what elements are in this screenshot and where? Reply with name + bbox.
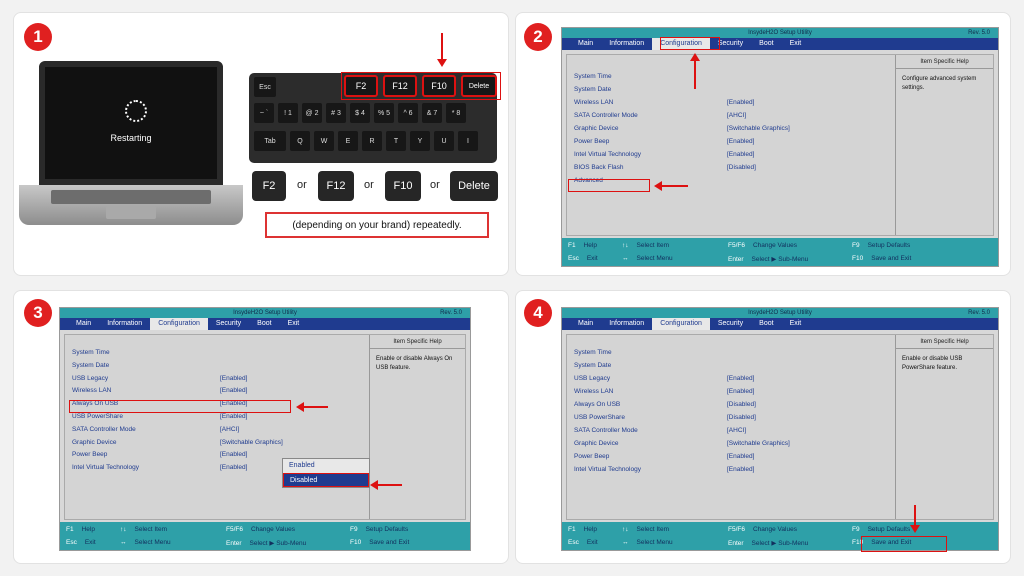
help-text: Configure advanced system settings. bbox=[902, 76, 977, 91]
menu-security[interactable]: Security bbox=[717, 40, 744, 47]
setting-label: USB PowerShare bbox=[574, 414, 625, 421]
setting-value: [Enabled] bbox=[727, 453, 755, 460]
setting-row[interactable] bbox=[72, 412, 372, 422]
or-text: or bbox=[430, 179, 440, 191]
footer-action: Exit bbox=[586, 255, 598, 262]
menu-security[interactable]: Security bbox=[717, 320, 744, 327]
bios-title: InsydeH2O Setup Utility Rev. 5.0 bbox=[562, 308, 998, 318]
setting-label: BIOS Back Flash bbox=[574, 164, 624, 171]
key: ^ 6 bbox=[398, 103, 418, 123]
footer-key: F10 bbox=[350, 539, 362, 546]
footer-key: ↔ bbox=[622, 539, 629, 546]
setting-row[interactable] bbox=[72, 374, 372, 384]
always-on-usb-highlight bbox=[69, 400, 291, 413]
setting-value: [Switchable Graphics] bbox=[727, 125, 790, 132]
setting-value: [Enabled] bbox=[220, 400, 248, 408]
footer-action: Select ▶ Sub-Menu bbox=[751, 256, 809, 263]
footer-key: F9 bbox=[852, 526, 860, 533]
help-panel bbox=[369, 335, 465, 519]
setting-row[interactable] bbox=[574, 124, 874, 134]
key: * 8 bbox=[446, 103, 466, 123]
arrow-head bbox=[437, 59, 447, 67]
setting-label: USB Legacy bbox=[72, 374, 109, 382]
setting-value: [Enabled] bbox=[220, 464, 248, 472]
setting-row[interactable] bbox=[574, 111, 874, 121]
setting-value: [Enabled] bbox=[727, 388, 755, 395]
step-badge-2: 2 bbox=[524, 23, 552, 51]
footer-action: Select Item bbox=[636, 526, 670, 533]
footer-key: F9 bbox=[852, 242, 860, 249]
key: I bbox=[458, 131, 478, 151]
setting-value: [AHCI] bbox=[727, 427, 747, 434]
setting-label: System Time bbox=[574, 349, 612, 356]
menu-main[interactable]: Main bbox=[76, 320, 92, 327]
footer-key: F1 bbox=[66, 526, 74, 533]
setting-label: SATA Controller Mode bbox=[72, 425, 136, 433]
footer-key: Enter bbox=[728, 256, 744, 263]
setting-label: Graphic Device bbox=[574, 440, 619, 447]
or-text: or bbox=[364, 179, 374, 191]
step-badge-4: 4 bbox=[524, 299, 552, 327]
setting-value: [Enabled] bbox=[220, 387, 248, 395]
footer-hint bbox=[852, 255, 911, 262]
setting-value: [Enabled] bbox=[727, 138, 755, 145]
footer-hint bbox=[226, 539, 306, 547]
menu-security[interactable]: Security bbox=[215, 320, 242, 327]
help-text: Enable or disable USB PowerShare feature. bbox=[902, 356, 963, 371]
setting-label: System Date bbox=[574, 362, 612, 369]
setting-label: Always On USB bbox=[72, 400, 119, 408]
setting-row[interactable] bbox=[72, 348, 372, 358]
laptop-screen bbox=[39, 61, 223, 185]
key: $ 4 bbox=[350, 103, 370, 123]
footer-action: Exit bbox=[586, 539, 598, 546]
footer-action: Save and Exit bbox=[369, 539, 410, 546]
footer-hint bbox=[120, 526, 167, 533]
step-badge-3: 3 bbox=[24, 299, 52, 327]
footer-hint bbox=[728, 242, 797, 249]
help-text: Enable or disable Always On USB feature. bbox=[376, 356, 453, 371]
footer-hint bbox=[728, 526, 797, 533]
footer-key: Enter bbox=[728, 540, 744, 547]
key-esc: Esc bbox=[254, 77, 276, 97]
key: ! 1 bbox=[278, 103, 298, 123]
key: Q bbox=[290, 131, 310, 151]
footer-action: Select Item bbox=[134, 526, 168, 533]
setting-value: [Enabled] bbox=[220, 451, 248, 459]
dropdown-option-disabled[interactable]: Disabled bbox=[283, 473, 369, 487]
keyboard-number-row bbox=[254, 103, 466, 123]
setting-label: USB Legacy bbox=[574, 375, 611, 382]
setting-row[interactable] bbox=[72, 438, 372, 448]
bios-revision: Rev. 5.0 bbox=[440, 310, 462, 316]
setting-label: Advanced bbox=[574, 177, 603, 184]
footer-action: Select Menu bbox=[134, 539, 171, 546]
arrow-head bbox=[910, 525, 920, 533]
footer-hint bbox=[66, 539, 96, 546]
menu-boot[interactable]: Boot bbox=[759, 320, 774, 327]
setting-value: [Enabled] bbox=[220, 374, 248, 382]
keyboard-qwerty-row bbox=[254, 131, 478, 151]
setting-value: [Enabled] bbox=[727, 466, 755, 473]
key: Y bbox=[410, 131, 430, 151]
footer-action: Select Item bbox=[636, 242, 670, 249]
footer-hint bbox=[568, 242, 597, 249]
configuration-highlight bbox=[660, 37, 720, 50]
setting-label: Intel Virtual Technology bbox=[574, 466, 641, 473]
setting-label: Wireless LAN bbox=[72, 387, 112, 395]
key-f2: F2 bbox=[344, 75, 378, 97]
footer-action: Change Values bbox=[752, 242, 797, 249]
setting-value: [Enabled] bbox=[727, 99, 755, 106]
bios-menu-bar bbox=[60, 318, 470, 330]
footer-action: Exit bbox=[84, 539, 96, 546]
footer-action: Help bbox=[583, 242, 597, 249]
setting-value: [AHCI] bbox=[727, 112, 747, 119]
arrow-left-icon bbox=[662, 185, 688, 187]
key: Tab bbox=[254, 131, 286, 151]
menu-information[interactable]: Information bbox=[609, 40, 645, 47]
footer-hint bbox=[350, 539, 409, 546]
bios-screen bbox=[561, 27, 999, 267]
footer-action: Help bbox=[583, 526, 597, 533]
footer-key: ↑↓ bbox=[622, 526, 629, 533]
footer-hint bbox=[226, 526, 295, 533]
setting-row[interactable] bbox=[574, 72, 874, 82]
footer-action: Help bbox=[81, 526, 95, 533]
footer-hint bbox=[728, 539, 808, 547]
footer-key: Esc bbox=[66, 539, 77, 546]
bios-footer bbox=[60, 522, 470, 550]
setting-value: [Enabled] bbox=[727, 375, 755, 382]
big-key-f12: F12 bbox=[318, 171, 354, 201]
footer-key: ↔ bbox=[622, 255, 629, 262]
restarting-text: Restarting bbox=[110, 133, 152, 143]
setting-label: Wireless LAN bbox=[574, 99, 614, 106]
footer-hint bbox=[622, 539, 673, 546]
footer-key: F5/F6 bbox=[226, 526, 243, 533]
footer-key: F1 bbox=[568, 526, 576, 533]
key: & 7 bbox=[422, 103, 442, 123]
setting-label: System Time bbox=[574, 73, 612, 80]
setting-row[interactable] bbox=[574, 387, 874, 397]
menu-main[interactable]: Main bbox=[578, 320, 594, 327]
key: E bbox=[338, 131, 358, 151]
panel-step-4 bbox=[515, 290, 1011, 564]
panel-step-2 bbox=[515, 12, 1011, 276]
key: @ 2 bbox=[302, 103, 322, 123]
footer-hint bbox=[350, 526, 408, 533]
arrow-down-icon bbox=[914, 505, 916, 527]
panel-step-1 bbox=[13, 12, 509, 276]
setting-row[interactable] bbox=[574, 348, 874, 358]
menu-configuration[interactable]: Configuration bbox=[652, 38, 710, 50]
arrow-head bbox=[690, 53, 700, 61]
footer-key: F10 bbox=[852, 539, 864, 546]
menu-main[interactable]: Main bbox=[578, 40, 594, 47]
bios-screen bbox=[59, 307, 471, 551]
setting-row[interactable] bbox=[574, 439, 874, 449]
setting-row[interactable] bbox=[574, 98, 874, 108]
fkeys-highlight bbox=[341, 72, 501, 100]
key-f12: F12 bbox=[383, 75, 417, 97]
setting-label: Graphic Device bbox=[574, 125, 619, 132]
bios-footer bbox=[562, 238, 998, 266]
setting-label: Intel Virtual Technology bbox=[574, 151, 641, 158]
big-key-f10: F10 bbox=[385, 171, 421, 201]
setting-label: SATA Controller Mode bbox=[574, 427, 638, 434]
footer-action: Change Values bbox=[250, 526, 295, 533]
arrow-left-icon bbox=[304, 406, 328, 408]
setting-value: [Switchable Graphics] bbox=[727, 440, 790, 447]
instruction-note: (depending on your brand) repeatedly. bbox=[265, 212, 489, 238]
setting-value: [Switchable Graphics] bbox=[220, 438, 283, 446]
setting-label: SATA Controller Mode bbox=[574, 112, 638, 119]
panel-step-3 bbox=[13, 290, 509, 564]
setting-label: Always On USB bbox=[574, 401, 621, 408]
setting-row[interactable] bbox=[574, 85, 874, 95]
help-header: Item Specific Help bbox=[896, 55, 993, 69]
footer-hint bbox=[622, 526, 669, 533]
dropdown-option-enabled[interactable]: Enabled bbox=[289, 462, 315, 469]
footer-hint bbox=[568, 255, 598, 262]
footer-hint bbox=[622, 242, 669, 249]
key: T bbox=[386, 131, 406, 151]
setting-row[interactable] bbox=[72, 361, 372, 371]
footer-action: Save and Exit bbox=[871, 539, 912, 546]
menu-boot[interactable]: Boot bbox=[759, 40, 774, 47]
setting-value: [Enabled] bbox=[220, 413, 248, 420]
setting-row[interactable] bbox=[574, 413, 874, 423]
key-f10: F10 bbox=[422, 75, 456, 97]
footer-hint bbox=[66, 526, 95, 533]
setting-label: Power Beep bbox=[574, 138, 610, 145]
footer-key: Enter bbox=[226, 540, 242, 547]
setting-label: USB PowerShare bbox=[72, 413, 123, 420]
footer-key: ↑↓ bbox=[120, 526, 127, 533]
footer-hint bbox=[852, 242, 910, 249]
key: % 5 bbox=[374, 103, 394, 123]
menu-exit[interactable]: Exit bbox=[789, 40, 802, 47]
footer-hint bbox=[568, 526, 597, 533]
setting-label: System Date bbox=[574, 86, 612, 93]
setting-row[interactable] bbox=[574, 137, 874, 147]
setting-value: [Enabled] bbox=[727, 151, 755, 158]
big-key-f2: F2 bbox=[252, 171, 286, 201]
bios-revision: Rev. 5.0 bbox=[968, 310, 990, 316]
footer-key: F9 bbox=[350, 526, 358, 533]
setting-label: Power Beep bbox=[72, 451, 108, 459]
setting-label: System Date bbox=[72, 361, 110, 369]
arrow-up-icon bbox=[694, 59, 696, 89]
setting-row[interactable] bbox=[72, 386, 372, 396]
bios-title: InsydeH2O Setup Utility Rev. 5.0 bbox=[562, 28, 998, 38]
arrow-left-icon bbox=[378, 484, 402, 486]
menu-configuration[interactable]: Configuration bbox=[150, 318, 208, 330]
key-delete: Delete bbox=[461, 75, 497, 97]
key: R bbox=[362, 131, 382, 151]
footer-action: Select Menu bbox=[636, 539, 673, 546]
help-panel bbox=[895, 335, 993, 519]
bios-menu-bar bbox=[562, 318, 998, 330]
footer-key: Esc bbox=[568, 255, 579, 262]
footer-hint bbox=[120, 539, 171, 546]
setting-row[interactable] bbox=[574, 374, 874, 384]
footer-action: Setup Defaults bbox=[365, 526, 409, 533]
footer-key: F5/F6 bbox=[728, 242, 745, 249]
setting-row[interactable] bbox=[574, 465, 874, 475]
setting-value: [Disabled] bbox=[727, 164, 756, 171]
setting-value: [Disabled] bbox=[727, 414, 756, 421]
footer-key: F10 bbox=[852, 255, 864, 262]
setting-row[interactable] bbox=[574, 361, 874, 371]
bios-menu-bar bbox=[562, 38, 998, 50]
setting-label: Intel Virtual Technology bbox=[72, 464, 139, 472]
key: W bbox=[314, 131, 334, 151]
setting-row[interactable] bbox=[574, 163, 874, 173]
footer-key: ↔ bbox=[120, 539, 127, 546]
setting-row[interactable] bbox=[72, 425, 372, 435]
setting-row[interactable] bbox=[574, 400, 874, 410]
bios-screen bbox=[561, 307, 999, 551]
key: U bbox=[434, 131, 454, 151]
menu-information[interactable]: Information bbox=[609, 320, 645, 327]
footer-hint bbox=[568, 539, 598, 546]
save-and-exit-highlight bbox=[861, 536, 947, 552]
footer-action: Select ▶ Sub-Menu bbox=[751, 540, 809, 547]
setting-value: [Disabled] bbox=[727, 401, 756, 408]
key: ~ ` bbox=[254, 103, 274, 123]
value-dropdown bbox=[282, 458, 370, 488]
footer-action: Select Menu bbox=[636, 255, 673, 262]
arrow-head bbox=[370, 480, 378, 490]
advanced-highlight bbox=[568, 179, 650, 192]
laptop-keyboard bbox=[51, 190, 211, 204]
menu-exit[interactable]: Exit bbox=[789, 320, 802, 327]
bios-revision: Rev. 5.0 bbox=[968, 30, 990, 36]
menu-boot[interactable]: Boot bbox=[257, 320, 272, 327]
help-header: Item Specific Help bbox=[896, 335, 993, 349]
footer-key: F5/F6 bbox=[728, 526, 745, 533]
setting-row[interactable] bbox=[574, 426, 874, 436]
footer-key: ↑↓ bbox=[622, 242, 629, 249]
setting-label: System Time bbox=[72, 349, 110, 356]
loading-spinner-icon bbox=[125, 100, 147, 122]
footer-action: Setup Defaults bbox=[867, 242, 911, 249]
arrow-head bbox=[296, 402, 304, 412]
footer-hint bbox=[728, 255, 808, 263]
footer-hint bbox=[622, 255, 673, 262]
setting-row[interactable] bbox=[574, 452, 874, 462]
setting-label: Graphic Device bbox=[72, 438, 117, 446]
footer-hint bbox=[852, 526, 910, 533]
help-header: Item Specific Help bbox=[370, 335, 465, 349]
bios-title: InsydeH2O Setup Utility Rev. 5.0 bbox=[60, 308, 470, 318]
help-panel bbox=[895, 55, 993, 235]
arrow-down-icon bbox=[441, 33, 443, 61]
setting-label: Power Beep bbox=[574, 453, 610, 460]
setting-row[interactable] bbox=[574, 150, 874, 160]
step-badge-1: 1 bbox=[24, 23, 52, 51]
footer-action: Select ▶ Sub-Menu bbox=[249, 540, 307, 547]
big-key-delete: Delete bbox=[450, 171, 498, 201]
menu-exit[interactable]: Exit bbox=[287, 320, 300, 327]
footer-action: Setup Defaults bbox=[867, 526, 911, 533]
menu-information[interactable]: Information bbox=[107, 320, 143, 327]
footer-action: Change Values bbox=[752, 526, 797, 533]
menu-configuration[interactable]: Configuration bbox=[652, 318, 710, 330]
footer-key: F1 bbox=[568, 242, 576, 249]
key: # 3 bbox=[326, 103, 346, 123]
footer-key: Esc bbox=[568, 539, 579, 546]
laptop-touchpad bbox=[106, 206, 156, 219]
setting-label: Wireless LAN bbox=[574, 388, 614, 395]
footer-action: Save and Exit bbox=[871, 255, 912, 262]
arrow-head bbox=[654, 181, 662, 191]
setting-value: [AHCI] bbox=[220, 425, 240, 433]
or-text: or bbox=[297, 179, 307, 191]
